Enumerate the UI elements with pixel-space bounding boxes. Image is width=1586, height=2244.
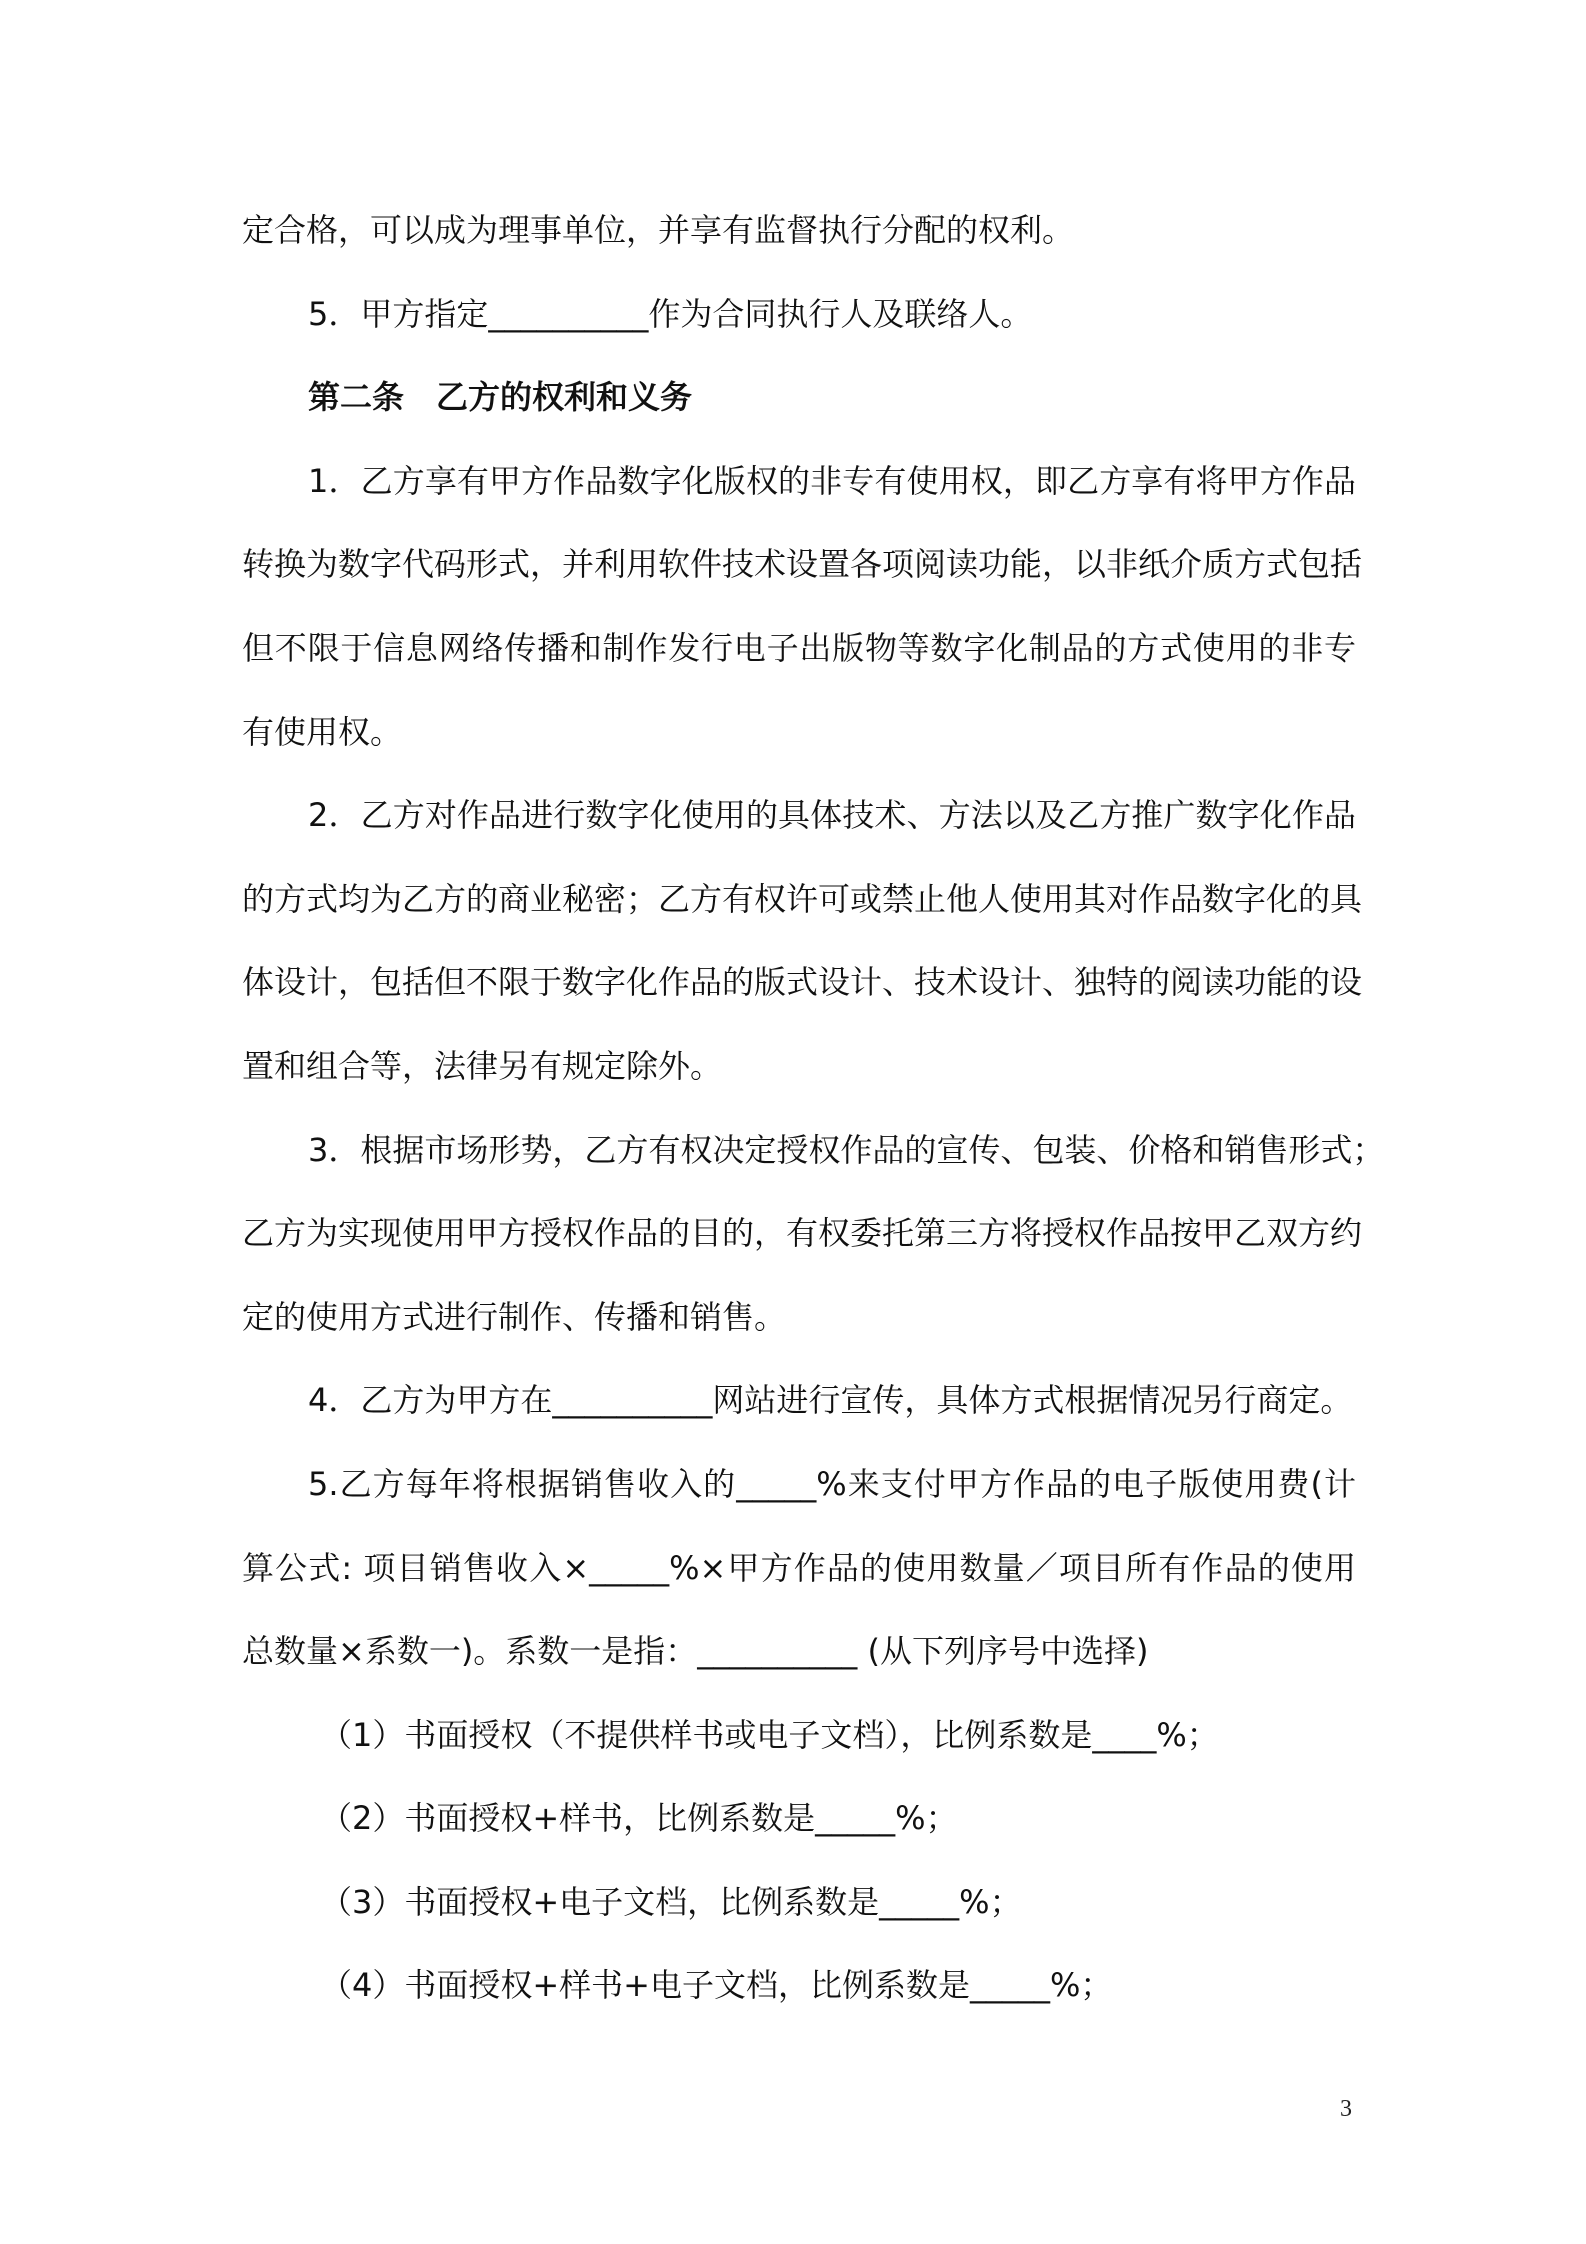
list-item [242,1861,1356,1945]
text-line: 有使用权。 [242,712,403,751]
section-heading [242,356,1356,440]
list-item [242,1694,1356,1778]
text-line: 乙方为实现使用甲方授权作品的目的，有权委托第三方将授权作品按甲乙双方约 [242,1214,1363,1253]
paragraph [242,1443,1356,1694]
paragraph [242,189,1356,273]
text-line: 3．根据市场形势，乙方有权决定授权作品的宣传、包装、价格和销售形式； [308,1130,1385,1169]
text-line: （3）书面授权+电子文档，比例系数是_____%； [320,1882,1022,1921]
text-line: （4）书面授权+样书+电子文档，比例系数是_____%； [320,1966,1113,2005]
text-line: 总数量×系数一)。系数一是指：__________ (从下列序号中选择) [242,1632,1149,1671]
list-item [242,1777,1356,1861]
text-line: 2．乙方对作品进行数字化使用的具体技术、方法以及乙方推广数字化作品 [308,796,1356,835]
text-line: 第二条 乙方的权利和义务 [308,378,693,417]
text-line: 5.乙方每年将根据销售收入的_____%来支付甲方作品的电子版使用费(计 [308,1464,1356,1503]
text-line: 转换为数字代码形式，并利用软件技术设置各项阅读功能，以非纸介质方式包括 [242,545,1363,584]
text-line: （2）书面授权+样书，比例系数是_____%； [320,1799,958,1838]
paragraph [242,440,1363,774]
text-line: 5．甲方指定__________作为合同执行人及联络人。 [308,294,1033,333]
text-line: 定的使用方式进行制作、传播和销售。 [242,1297,787,1336]
text-line: 置和组合等，法律另有规定除外。 [242,1046,723,1085]
document-body [242,189,1385,2028]
text-line: 体设计，包括但不限于数字化作品的版式设计、技术设计、独特的阅读功能的设 [242,963,1363,1002]
text-line: （1）书面授权（不提供样书或电子文档），比例系数是____%； [320,1715,1219,1754]
text-line: 4．乙方为甲方在__________网站进行宣传，具体方式根据情况另行商定。 [308,1381,1353,1420]
page-number: 3 [1340,2096,1352,2122]
text-line: 定合格，可以成为理事单位，并享有监督执行分配的权利。 [242,211,1075,249]
text-line: 1．乙方享有甲方作品数字化版权的非专有使用权，即乙方享有将甲方作品 [308,461,1356,500]
text-line: 但不限于信息网络传播和制作发行电子出版物等数字化制品的方式使用的非专 [242,628,1356,667]
text-line: 的方式均为乙方的商业秘密；乙方有权许可或禁止他人使用其对作品数字化的具 [242,879,1363,918]
paragraph [242,1109,1385,1360]
list-item [242,1944,1356,2028]
paragraph [242,273,1356,357]
paragraph [242,774,1363,1108]
paragraph [242,1359,1356,1443]
text-line: 算公式: 项目销售收入×_____%×甲方作品的使用数量／项目所有作品的使用 [242,1548,1356,1587]
